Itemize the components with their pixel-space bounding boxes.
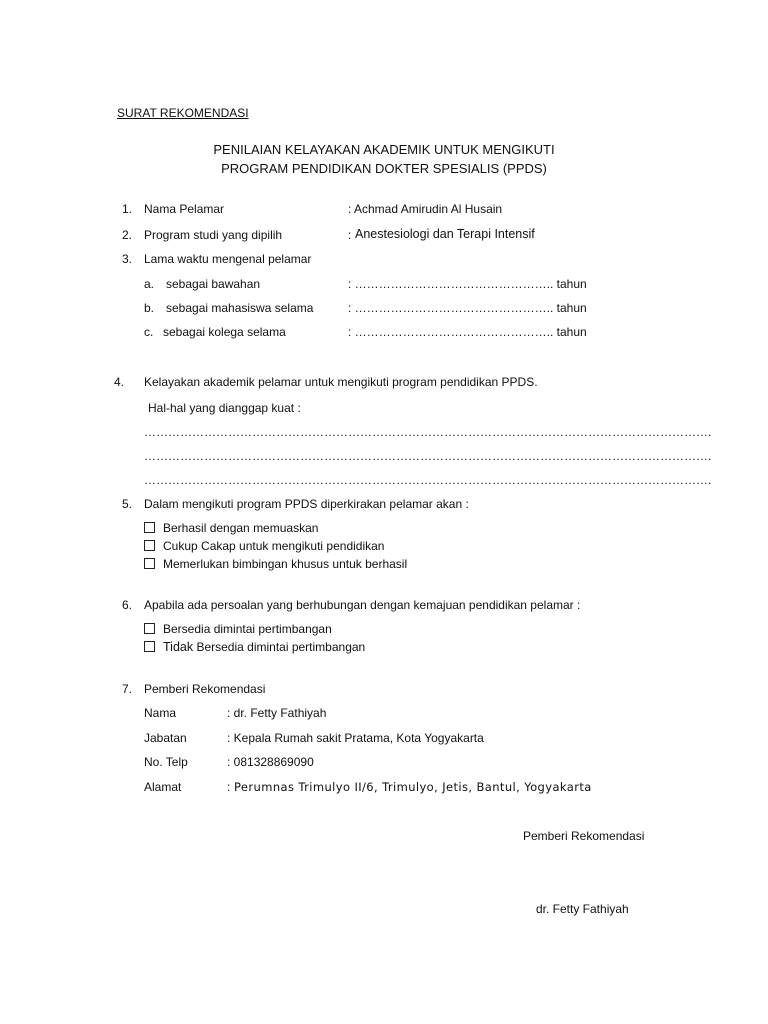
program-label: Program studi yang dipilih bbox=[144, 228, 283, 242]
strengths-dotted-line-1: ……………………………………………………………………………………………………………………………. bbox=[144, 425, 712, 439]
signature-role: Pemberi Rekomendasi bbox=[523, 829, 645, 843]
sub-a-value: : ………………………………………….. tahun bbox=[348, 277, 587, 291]
recommender-phone-value: : 081328869090 bbox=[227, 755, 314, 769]
item-number-4: 4. bbox=[113, 375, 124, 389]
item-number-7: 7. bbox=[121, 682, 132, 696]
strengths-label: Hal-hal yang dianggap kuat : bbox=[148, 401, 301, 415]
heading-line-2: PROGRAM PENDIDIKAN DOKTER SPESIALIS (PPDS) bbox=[221, 161, 547, 176]
recommender-position-label: Jabatan bbox=[144, 731, 187, 745]
applicant-name-value: : Achmad Amirudin Al Husain bbox=[348, 202, 503, 216]
item-number-2: 2. bbox=[121, 228, 132, 242]
consultation-label: Apabila ada persoalan yang berhubungan dengan kemajuan pendidikan pelamar : bbox=[144, 598, 581, 612]
item-number-6: 6. bbox=[121, 598, 132, 612]
checkbox-needs-guidance[interactable] bbox=[144, 558, 155, 569]
recommender-name-label: Nama bbox=[144, 706, 177, 720]
applicant-name-label: Nama Pelamar bbox=[144, 202, 225, 216]
option-capable[interactable] bbox=[144, 539, 384, 553]
document-title: SURAT REKOMENDASI bbox=[117, 106, 249, 120]
recommender-name-value: : dr. Fetty Fathiyah bbox=[227, 706, 327, 720]
option-willing[interactable] bbox=[144, 622, 332, 636]
sub-a-letter: a. bbox=[144, 277, 155, 291]
sub-a-label: sebagai bawahan bbox=[166, 277, 261, 291]
prediction-label: Dalam mengikuti program PPDS diperkirakan pelamar akan : bbox=[144, 497, 469, 511]
sub-c-value: : ………………………………………….. tahun bbox=[348, 325, 587, 339]
checkbox-capable[interactable] bbox=[144, 540, 155, 551]
strengths-dotted-line-3: ……………………………………………………………………………………………………………………………. bbox=[144, 473, 712, 487]
program-value: Anestesiologi dan Terapi Intensif bbox=[355, 227, 535, 241]
heading-line-1: PENILAIAN KELAYAKAN AKADEMIK UNTUK MENGIKUTI bbox=[213, 142, 555, 157]
item-number-3: 3. bbox=[121, 252, 132, 266]
academic-eligibility-label: Kelayakan akademik pelamar untuk mengikuti program pendidikan PPDS. bbox=[144, 375, 538, 389]
strengths-dotted-line-2: ……………………………………………………………………………………………………………………………. bbox=[144, 449, 712, 463]
recommender-address-colon: : bbox=[227, 780, 231, 794]
sub-b-value: : ………………………………………….. tahun bbox=[348, 301, 587, 315]
checkbox-not-willing[interactable] bbox=[144, 641, 155, 652]
option-not-willing-prefix: Tidak bbox=[163, 640, 194, 654]
sub-b-label: sebagai mahasiswa selama bbox=[166, 301, 314, 315]
sub-c-label: sebagai kolega selama bbox=[163, 325, 286, 339]
sub-b-letter: b. bbox=[144, 301, 155, 315]
option-capable-label: Cukup Cakap untuk mengikuti pendidikan bbox=[163, 539, 385, 553]
signature-name: dr. Fetty Fathiyah bbox=[536, 902, 629, 916]
option-excellent-label: Berhasil dengan memuaskan bbox=[163, 521, 319, 535]
recommender-section-label: Pemberi Rekomendasi bbox=[144, 682, 266, 696]
program-colon: : bbox=[348, 228, 352, 242]
option-excellent[interactable] bbox=[144, 521, 318, 535]
option-needs-guidance-label: Memerlukan bimbingan khusus untuk berhasil bbox=[163, 557, 408, 571]
item-number-1: 1. bbox=[121, 202, 132, 216]
sub-c-letter: c. bbox=[144, 325, 154, 339]
option-not-willing[interactable] bbox=[144, 640, 365, 654]
option-needs-guidance[interactable] bbox=[144, 557, 407, 571]
recommender-position-value: : Kepala Rumah sakit Pratama, Kota Yogyakarta bbox=[227, 731, 484, 745]
recommender-address-label: Alamat bbox=[144, 780, 182, 794]
item-number-5: 5. bbox=[121, 497, 132, 511]
option-not-willing-label: Bersedia dimintai pertimbangan bbox=[196, 640, 366, 654]
recommender-phone-label: No. Telp bbox=[144, 755, 188, 769]
acquaintance-label: Lama waktu mengenal pelamar bbox=[144, 252, 312, 266]
recommender-address-value: Perumnas Trimulyo II/6, Trimulyo, Jetis, Bantul, Yogyakarta bbox=[234, 780, 592, 794]
checkbox-willing[interactable] bbox=[144, 623, 155, 634]
checkbox-excellent[interactable] bbox=[144, 522, 155, 533]
option-willing-label: Bersedia dimintai pertimbangan bbox=[163, 622, 332, 636]
